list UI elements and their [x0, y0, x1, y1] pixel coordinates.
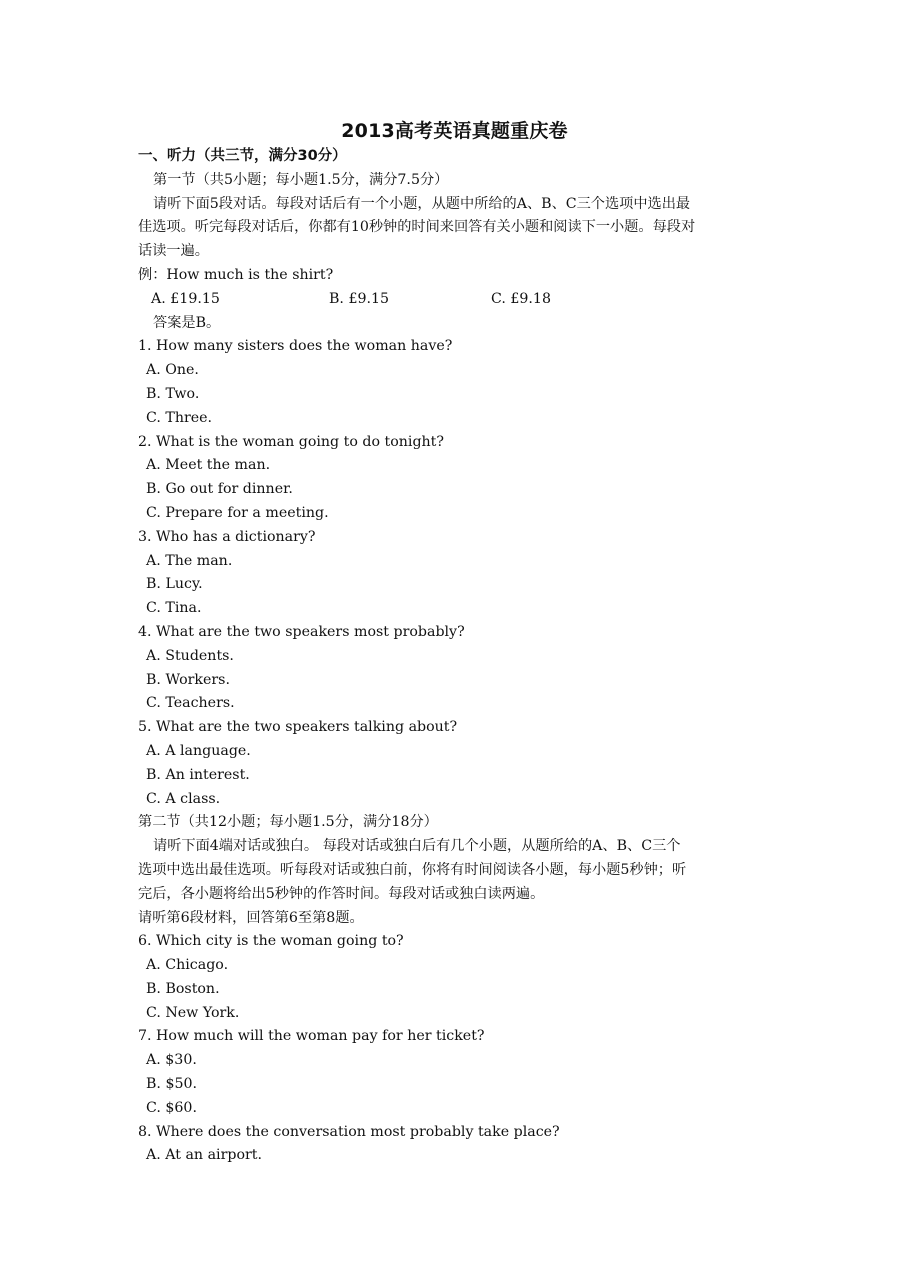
- answer-option: A. $30.: [146, 1052, 197, 1069]
- answer-option: A. Students.: [146, 647, 234, 664]
- answer-option: A. The man.: [146, 552, 233, 569]
- section1-instruction-line: 请听下面5段对话。每段对话后有一个小题，从题中所给的A、B、C三个选项中选出最: [153, 195, 691, 212]
- section2-instruction-line: 请听下面4端对话或独白。 每段对话或独白后有几个小题，从题所给的A、B、C三个: [153, 838, 681, 855]
- answer-option: C. $60.: [146, 1099, 197, 1116]
- question-text: 6. Which city is the woman going to?: [138, 933, 404, 950]
- document-body: [138, 145, 778, 1168]
- answer-option: B. Go out for dinner.: [146, 481, 293, 498]
- answer-option: C. Teachers.: [146, 695, 235, 712]
- section1-instruction-line: 佳选项。听完每段对话后，你都有10秒钟的时间来回答有关小题和阅读下一小题。每段对: [138, 219, 696, 236]
- answer-option: C. Tina.: [146, 600, 202, 617]
- example-option: C. £9.18: [491, 290, 551, 307]
- document-title: 2013高考英语真题重庆卷: [341, 120, 568, 142]
- answer-option: A. At an airport.: [146, 1147, 262, 1164]
- answer-option: B. Two.: [146, 385, 200, 402]
- answer-option: B. An interest.: [146, 766, 250, 783]
- question-text: 3. Who has a dictionary?: [138, 528, 316, 545]
- question-text: 2. What is the woman going to do tonight?: [138, 433, 444, 450]
- question-text: 4. What are the two speakers most probably?: [138, 623, 465, 640]
- question-text: 5. What are the two speakers talking about?: [138, 719, 458, 736]
- section1-instruction-line: 话读一遍。: [138, 243, 209, 260]
- answer-option: C. New York.: [146, 1004, 240, 1021]
- section2-instruction-line: 选项中选出最佳选项。听每段对话或独白前，你将有时间阅读各小题，每小题5秒钟；听: [138, 861, 687, 878]
- answer-option: C. Prepare for a meeting.: [146, 504, 329, 521]
- question-text: 1. How many sisters does the woman have?: [138, 338, 453, 355]
- answer-option: C. A class.: [146, 790, 221, 807]
- question-text: 7. How much will the woman pay for her ticket?: [138, 1028, 485, 1045]
- section2-instruction-line: 完后，各小题将给出5秒钟的作答时间。每段对话或独白读两遍。: [138, 885, 545, 902]
- answer-option: B. Lucy.: [146, 576, 203, 593]
- answer-option: A. One.: [146, 362, 199, 379]
- answer-option: A. Meet the man.: [146, 457, 271, 474]
- example-option: B. £9.15: [329, 290, 390, 307]
- answer-option: B. Boston.: [146, 980, 220, 997]
- answer-option: B. $50.: [146, 1076, 198, 1093]
- answer-option: A. Chicago.: [146, 957, 229, 974]
- answer-option: C. Three.: [146, 409, 213, 426]
- example-option: A. £19.15: [151, 290, 220, 307]
- answer-option: B. Workers.: [146, 671, 230, 688]
- section2-heading: 第二节（共12小题；每小题1.5分，满分18分）: [138, 814, 438, 831]
- material-note: 请听第6段材料，回答第6至第8题。: [138, 909, 364, 926]
- part1-heading: 一、听力（共三节，满分30分）: [138, 148, 347, 164]
- answer-option: A. A language.: [146, 742, 251, 759]
- example-question: 例：How much is the shirt?: [138, 266, 334, 283]
- example-options: [138, 288, 778, 312]
- section1-heading: 第一节（共5小题；每小题1.5分，满分7.5分）: [153, 171, 449, 188]
- example-answer: 答案是B。: [153, 314, 221, 331]
- question-text: 8. Where does the conversation most probably take place?: [138, 1123, 560, 1140]
